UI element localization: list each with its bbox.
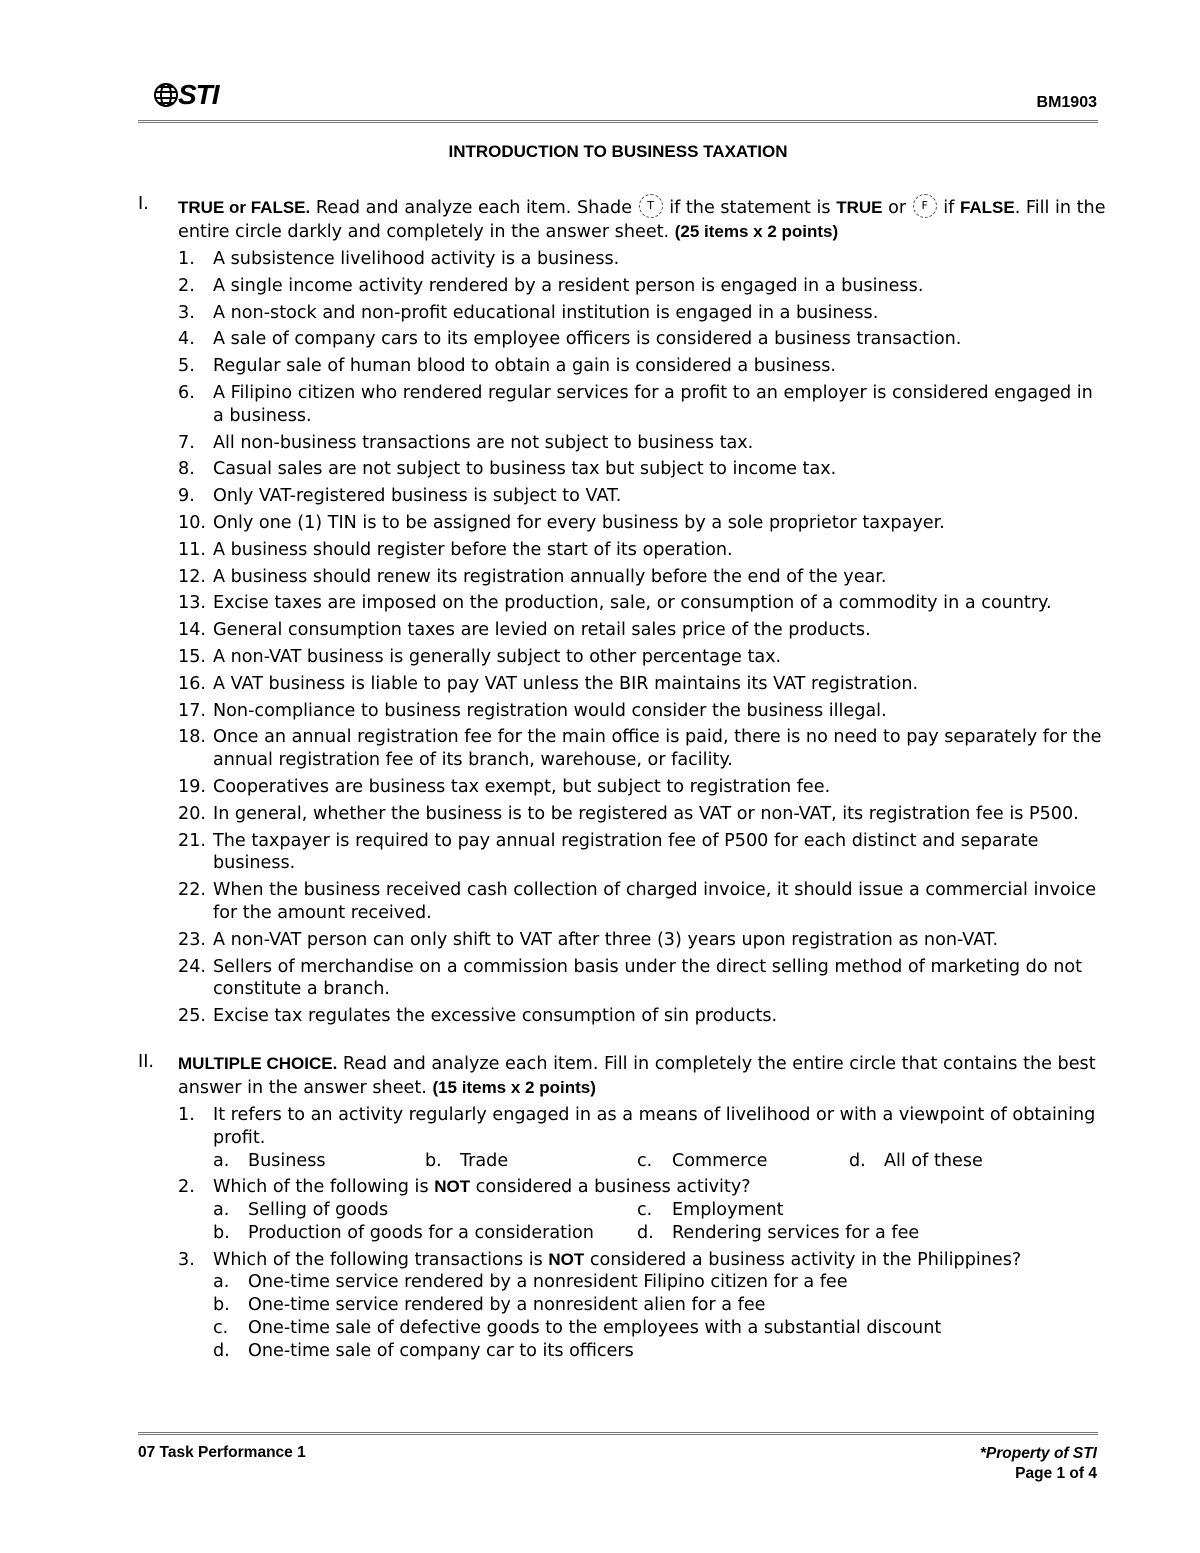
list-item: 22. When the business received cash collection of charged invoice, it should issue a commercial invoice for the amount received. [178,880,1097,923]
option-c: c. Employment [637,1200,784,1221]
page-title: INTRODUCTION TO BUSINESS TAXATION [448,142,788,161]
list-item: 2. A single income activity rendered by a resident person is engaged in a business. [178,275,924,296]
question-text: Which of the following transactions is NOT considered a business activity in the Philippines? [213,1249,1022,1270]
footer-rule [138,1432,1098,1435]
list-item: 11. A business should register before the start of its operation. [178,539,733,560]
section-numeral: I. [138,194,149,214]
page-number: Page 1 of 4 [1015,1465,1097,1482]
list-item: 13. Excise taxes are imposed on the production, sale, or consumption of a commodity in a country. [178,593,1052,614]
list-item: 10. Only one (1) TIN is to be assigned for every business by a sole proprietor taxpayer. [178,512,945,533]
list-item: 9. Only VAT-registered business is subject to VAT. [178,486,622,507]
option-c: c. Commerce [637,1150,768,1171]
list-item: 24. Sellers of merchandise on a commission basis under the direct selling method of marketing do not constitute a branch. [178,956,1083,1000]
list-item: 3. A non-stock and non-profit educational institution is engaged in a business. [178,302,879,323]
true-false-items [178,248,1108,1028]
footer-task-label: 07 Task Performance 1 [138,1444,306,1461]
points-label: (25 items x 2 points) [674,222,839,241]
section-instructions: MULTIPLE CHOICE. Read and analyze each item. Fill in completely the entire circle that contains the best answer in the answer sheet. (15 items x 2 points) [178,1053,1096,1098]
list-item: 8. Casual sales are not subject to business tax but subject to income tax. [178,459,837,480]
footer-right [980,1444,1097,1484]
list-item: 15. A non-VAT business is generally subject to other percentage tax. [178,646,782,667]
option-b: b. Production of goods for a consideration [213,1222,594,1243]
document-code: BM1903 [1036,94,1097,111]
false-circle-icon: F [913,194,937,218]
option-a: a. One-time service rendered by a nonresident Filipino citizen for a fee [213,1272,848,1293]
header-rule [138,120,1098,123]
true-circle-icon: T [639,194,663,218]
list-item: 4. A sale of company cars to its employee officers is considered a business transaction. [178,329,962,350]
globe-icon [152,81,180,109]
list-item: 17. Non-compliance to business registration would consider the business illegal. [178,700,887,721]
question-1: 1. It refers to an activity regularly engaged in as a means of livelihood or with a viewpoint of obtaining profit. a. Business b. Trade c. Commerce d. All of these [178,1104,1108,1172]
question-text: Which of the following is NOT considered a business activity? [213,1177,751,1198]
list-item: 23. A non-VAT person can only shift to VAT after three (3) years upon registration as non-VAT. [178,929,999,950]
logo-text: STI [178,79,219,110]
question-2: 2. Which of the following is NOT considered a business activity? a. Selling of goods b. Production of goods for a consideration c. Employment d. Rendering services for a fee [178,1176,1108,1244]
list-item: 16. A VAT business is liable to pay VAT unless the BIR maintains its VAT registration. [178,673,919,694]
list-item: 21. The taxpayer is required to pay annual registration fee of P500 for each distinct and separate business. [178,830,1039,874]
option-c: c. One-time sale of defective goods to the employees with a substantial discount [213,1318,942,1339]
property-notice: *Property of STI [979,1445,1097,1462]
options-row [213,1150,1108,1173]
question-text: It refers to an activity regularly engaged in as a means of livelihood or with a viewpoint of obtaining profit. [213,1104,1096,1148]
option-a: a. Business [213,1150,326,1171]
list-item: 18. Once an annual registration fee for the main office is paid, there is no need to pay separately for the annual registration fee of its branch, warehouse, or facility. [178,727,1102,771]
section-heading: TRUE or FALSE. [178,198,311,217]
option-d: d. One-time sale of company car to its officers [213,1340,634,1361]
list-item: 25. Excise tax regulates the excessive consumption of sin products. [178,1006,778,1027]
section-numeral: II. [138,1051,154,1072]
main-content [138,194,1108,1363]
list-item: 6. A Filipino citizen who rendered regular services for a profit to an employer is considered engaged in a business. [178,382,1093,426]
options-grid [213,1199,1108,1245]
list-item: 7. All non-business transactions are not subject to business tax. [178,432,754,453]
option-a: a. Selling of goods [213,1200,389,1221]
option-d: d. Rendering services for a fee [637,1222,920,1243]
option-b: b. Trade [425,1150,509,1171]
list-item: 20. In general, whether the business is to be registered as VAT or non-VAT, its registration fee is P500. [178,803,1079,824]
option-d: d. All of these [849,1150,983,1171]
section-true-false [138,194,1108,1028]
sti-logo [152,80,219,110]
section-instructions: TRUE or FALSE. Read and analyze each item. Shade T if the statement is TRUE or F if FALSE. Fill in the entire circle darkly and completely in the answer sheet. (25 items x 2 points) [178,194,1108,244]
option-b: b. One-time service rendered by a nonresident alien for a fee [213,1295,766,1316]
list-item: 1. A subsistence livelihood activity is a business. [178,249,620,269]
list-item: 19. Cooperatives are business tax exempt, but subject to registration fee. [178,776,831,797]
list-item: 14. General consumption taxes are levied on retail sales price of the products. [178,620,871,641]
section-heading: MULTIPLE CHOICE. [178,1053,338,1073]
question-3: 3. Which of the following transactions is NOT considered a business activity in the Philippines? a. One-time service rendered by a nonresident Filipino citizen for a fee b. One-time service rendered by a nonresident alien for a fee c. One-time sale of defective goods to the employees with a substantial discount d. One-time sale of company car to its officers [178,1249,1108,1363]
list-item: 5. Regular sale of human blood to obtain a gain is considered a business. [178,356,836,377]
section-multiple-choice [138,1052,1108,1363]
points-label: (15 items x 2 points) [432,1077,596,1097]
list-item: 12. A business should renew its registration annually before the end of the year. [178,566,887,587]
multiple-choice-items [178,1104,1108,1363]
